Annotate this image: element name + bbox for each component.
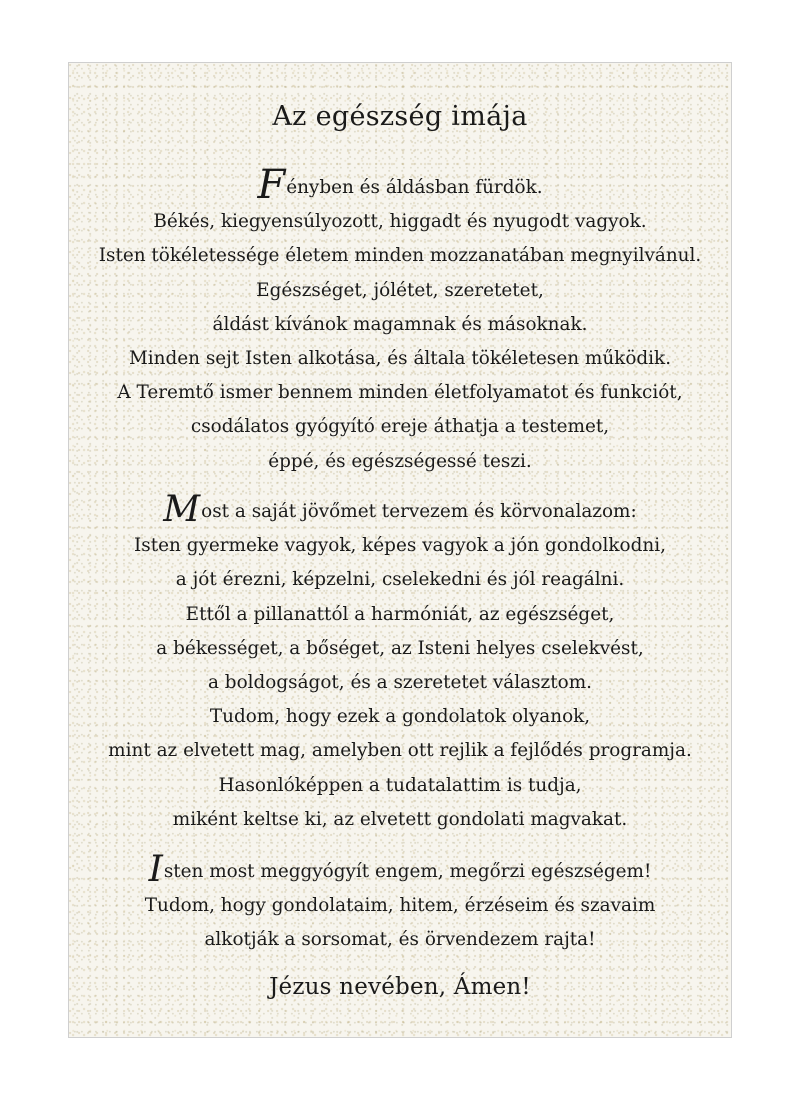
text-line: áldást kívánok magamnak és másoknak.	[212, 313, 588, 335]
stanza-1-initial: F	[257, 162, 286, 208]
text-line: alkotják a sorsomat, és örvendezem rajta!	[204, 929, 596, 951]
stanza-1	[69, 162, 731, 479]
stanza-2-initial: M	[163, 489, 201, 530]
stanza-3-opening-line	[69, 849, 731, 890]
text-line: Minden sejt Isten alkotása, és általa tökéletesen működik.	[128, 348, 672, 370]
prayer-card	[68, 62, 732, 1038]
stanza-1-opening-text: ényben és áldásban fürdök.	[286, 177, 543, 198]
text-line: Tudom, hogy gondolataim, hitem, érzéseim és szavaim	[144, 895, 656, 917]
text-line: Ettől a pillanattól a harmóniát, az egészséget,	[185, 603, 615, 625]
closing-line: Jézus nevében, Ámen!	[269, 974, 531, 1000]
text-line: A Teremtő ismer bennem minden életfolyamatot és funkciót,	[117, 382, 683, 404]
text-line: éppé, és egészségessé teszi.	[268, 450, 532, 472]
stanza-2-opening-text: ost a saját jövőmet tervezem és körvonalazom:	[201, 501, 637, 522]
text-line: a jót érezni, képzelni, cselekedni és jól reagálni.	[175, 569, 625, 591]
text-line: csodálatos gyógyító ereje áthatja a testemet,	[190, 416, 610, 438]
text-line: Egészséget, jólétet, szeretetet,	[256, 279, 544, 301]
stanza-1-opening-line	[69, 162, 731, 208]
prayer-title: Az egészség imája	[272, 101, 528, 132]
text-line: a békességet, a bőséget, az Isteni helyes cselekvést,	[156, 637, 644, 659]
text-line: Békés, kiegyensúlyozott, higgadt és nyugodt vagyok.	[153, 211, 647, 233]
stanza-2-opening-line	[69, 489, 731, 530]
stanza-3-initial: I	[148, 849, 163, 890]
text-line: a boldogságot, és a szeretetet választom.	[207, 672, 592, 694]
stanza-3-opening-text: sten most meggyógyít engem, megőrzi egészségem!	[163, 861, 652, 882]
text-line: mint az elvetett mag, amelyben ott rejlik a fejlődés programja.	[108, 740, 692, 762]
stanza-2	[69, 489, 731, 837]
text-line: Tudom, hogy ezek a gondolatok olyanok,	[209, 706, 591, 728]
text-line: Hasonlóképpen a tudatalattim is tudja,	[218, 774, 582, 796]
text-line: Isten gyermeke vagyok, képes vagyok a jón gondolkodni,	[134, 535, 666, 557]
text-line: Isten tökéletessége életem minden mozzanatában megnyilvánul.	[98, 245, 702, 267]
text-line: miként keltse ki, az elvetett gondolati magvakat.	[172, 808, 628, 830]
stanza-3	[69, 849, 731, 958]
